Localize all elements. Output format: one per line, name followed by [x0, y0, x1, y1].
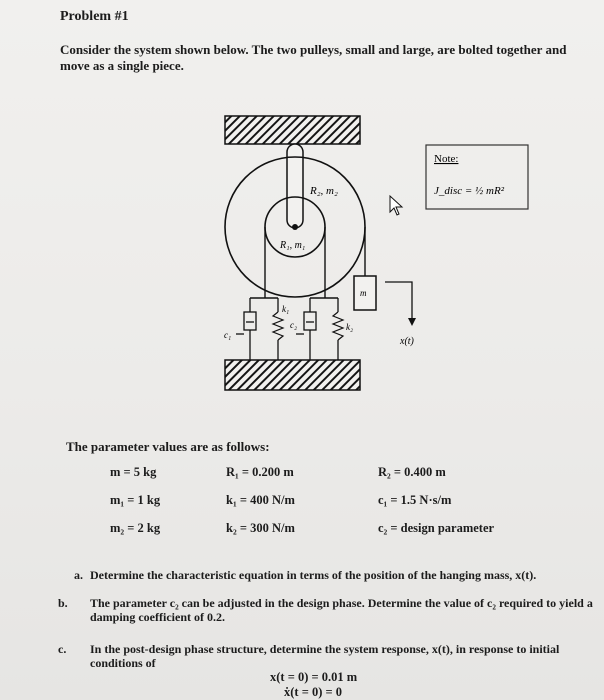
cursor-arrow-icon	[390, 196, 402, 215]
problem-title: Problem #1	[60, 9, 129, 24]
small-pulley-label: R₁, m₁	[280, 240, 306, 251]
c2-label: c₂	[290, 320, 298, 330]
param-m1: m₁ = 1 kg	[110, 493, 161, 507]
middle-spring-damper	[296, 298, 343, 360]
question-b-text: The parameter c₂ can be adjusted in the design phase. Determine the value of c₂ required to yield a damping coefficient of 0.2.	[90, 596, 593, 624]
k1-label: k₁	[282, 304, 290, 314]
param-r1: R₁ = 0.200 m	[226, 465, 294, 479]
ceiling-support	[225, 116, 360, 144]
k2-label: k₂	[346, 322, 354, 332]
note-formula: J_disc = ½ mR²	[434, 185, 504, 197]
floor-support	[225, 360, 360, 390]
param-c2: c₂ = design parameter	[378, 521, 495, 535]
c1-label: c₁	[224, 330, 232, 340]
param-r2: R₂ = 0.400 m	[378, 465, 446, 479]
question-b	[58, 596, 600, 624]
pulley-system-diagram	[200, 112, 540, 408]
question-a	[74, 568, 584, 582]
initial-condition-xdot: ẋ(t = 0) = 0	[284, 685, 342, 699]
problem-intro: Consider the system shown below. The two pulleys, small and large, are bolted together and move as a single piece.	[60, 42, 567, 73]
params-title: The parameter values are as follows:	[66, 439, 270, 454]
pulley-axle	[292, 224, 298, 230]
question-c	[58, 642, 600, 670]
note-title: Note:	[434, 153, 459, 165]
question-a-text: Determine the characteristic equation in terms of the position of the hanging mass, x(t).	[90, 568, 537, 582]
question-a-label: a.	[74, 568, 83, 582]
mass-label: m	[360, 288, 367, 298]
param-m: m = 5 kg	[110, 465, 157, 479]
question-c-text: In the post-design phase structure, determine the system response, x(t), in response to initial conditions of	[90, 642, 560, 670]
displacement-label: x(t)	[400, 336, 414, 347]
initial-condition-x: x(t = 0) = 0.01 m	[270, 670, 358, 684]
large-pulley-label: R₂, m₂	[310, 185, 338, 197]
question-c-label: c.	[58, 642, 67, 656]
displacement-arrow	[385, 282, 412, 320]
param-m2: m₂ = 2 kg	[110, 521, 161, 535]
param-k2: k₂ = 300 N/m	[226, 521, 295, 535]
param-k1: k₁ = 400 N/m	[226, 493, 295, 507]
param-c1: c₁ = 1.5 N·s/m	[378, 493, 452, 507]
left-spring-damper	[236, 298, 283, 360]
question-b-label: b.	[58, 596, 68, 610]
